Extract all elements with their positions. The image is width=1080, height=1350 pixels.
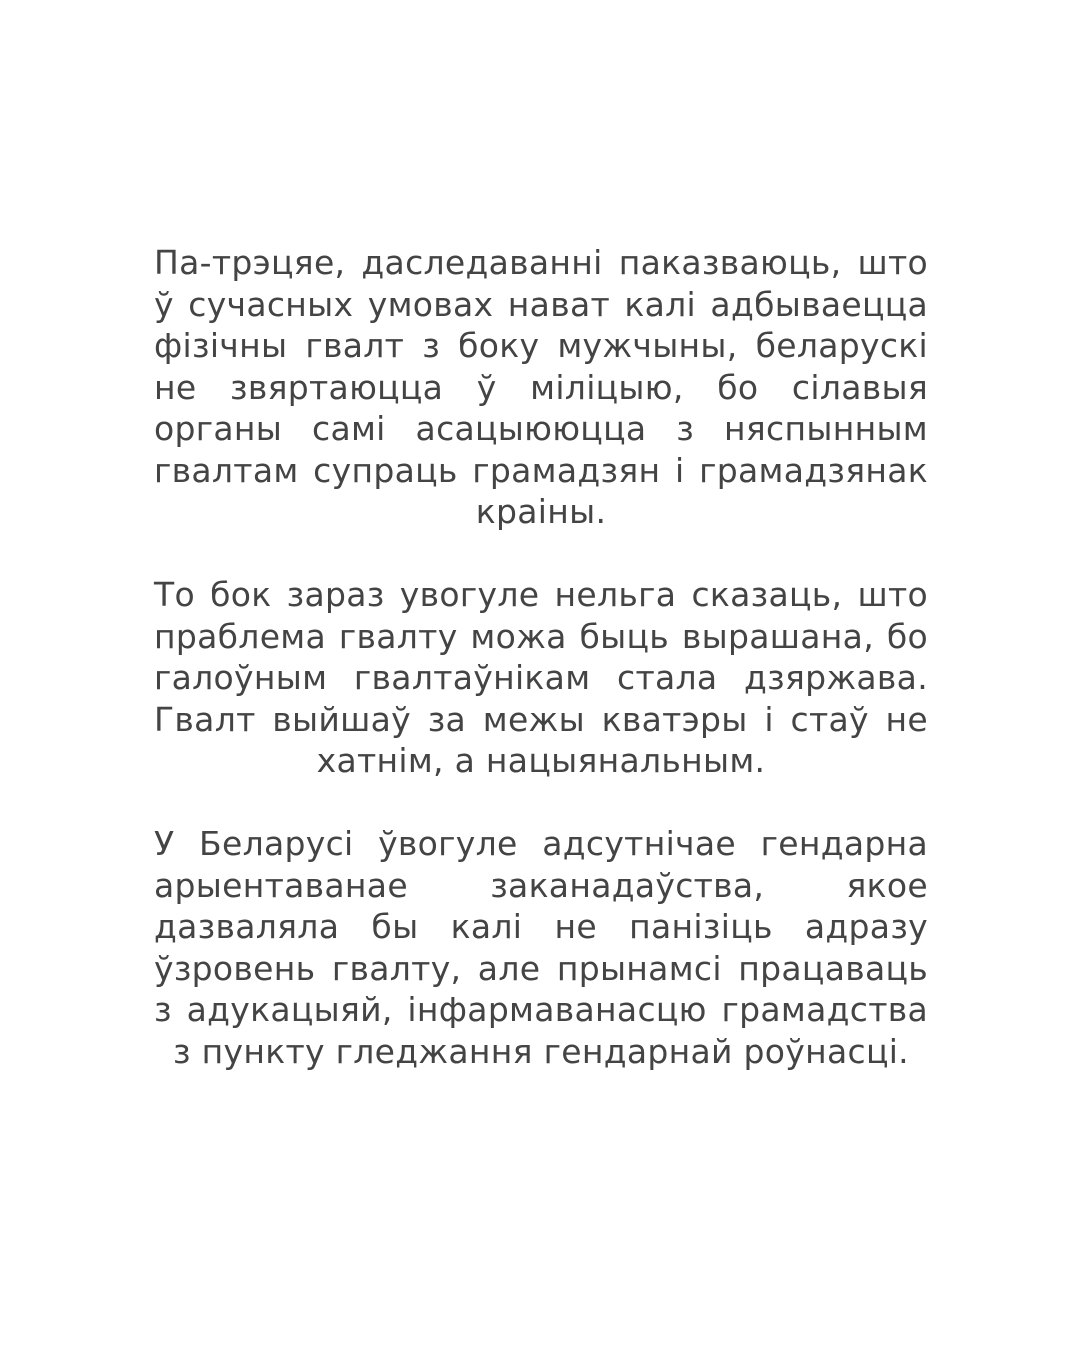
paragraph-2: То бок зараз увогуле нельга сказаць, што праблема гвалту можа быць вырашана, бо галоўным гвалтаўнікам стала дзяржава. Гвалт выйшаў за межы кватэры і стаў не хатнім, а нацыянальным. (154, 575, 928, 780)
paragraph-1: Па-трэцяе, даследаванні паказваюць, што ў сучасных умовах нават калі адбываецца фізічны гвалт з боку мужчыны, беларускі не звяртаюцца ў міліцыю, бо сілавыя органы самі асацыююцца з няспынным гвалтам супраць грамадзян і грамадзянак краіны. (154, 243, 928, 531)
paragraph-3: У Беларусі ўвогуле адсутнічае гендарна арыентаванае заканадаўства, якое дазваляла бы калі не панізіць адразу ўзровень гвалту, але прынамсі працаваць з адукацыяй, інфармаванасцю грамадства з пункту гледжання гендарнай роўнасці. (154, 824, 928, 1071)
text-block (154, 242, 928, 1072)
